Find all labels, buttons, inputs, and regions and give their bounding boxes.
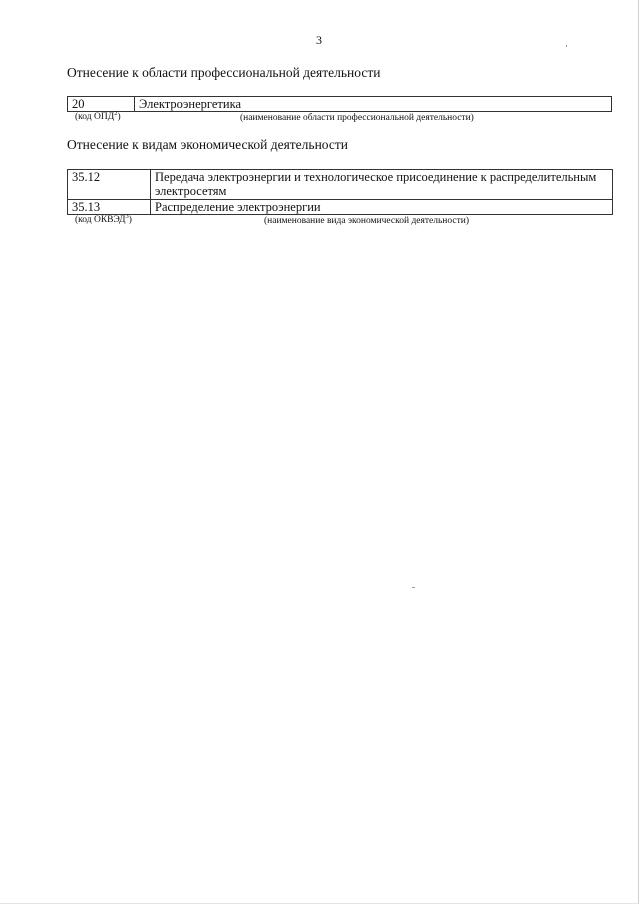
okved-name-cell: Передача электроэнергии и технологическое присоединение к распределительным электросетям: [151, 170, 613, 200]
okved-name-caption: (наименование вида экономической деятельности): [264, 216, 469, 226]
okved-code-caption: [75, 212, 132, 225]
scan-speck: [412, 587, 415, 588]
okved-section-title: Отнесение к видам экономической деятельности: [67, 137, 348, 152]
okved-name-cell: Распределение электроэнергии: [151, 200, 613, 215]
opd-code-caption: [75, 109, 121, 122]
scan-speck: [566, 45, 567, 47]
footnote-ref: 2: [114, 109, 118, 117]
okved-code-cell: 35.12: [68, 170, 151, 200]
opd-section-title: Отнесение к области профессиональной деятельности: [67, 65, 381, 80]
opd-table: [67, 96, 612, 112]
footnote-ref: 3: [125, 212, 129, 220]
okved-code-caption-text: (код ОКВЭД: [75, 215, 126, 225]
table-row: [68, 170, 613, 200]
opd-code-caption-text: (код ОПД: [75, 112, 115, 122]
opd-name-caption: (наименование области профессиональной деятельности): [240, 113, 474, 123]
page-number: 3: [316, 33, 322, 47]
opd-code-caption-close: ): [117, 112, 121, 122]
okved-code-caption-close: ): [128, 215, 132, 225]
table-row: [68, 200, 613, 215]
opd-code-cell: 20: [68, 97, 135, 112]
okved-code-cell: 35.13: [68, 200, 151, 215]
okved-table: [67, 169, 613, 215]
opd-name-cell: Электроэнергетика: [135, 97, 612, 112]
table-row: [68, 97, 612, 112]
